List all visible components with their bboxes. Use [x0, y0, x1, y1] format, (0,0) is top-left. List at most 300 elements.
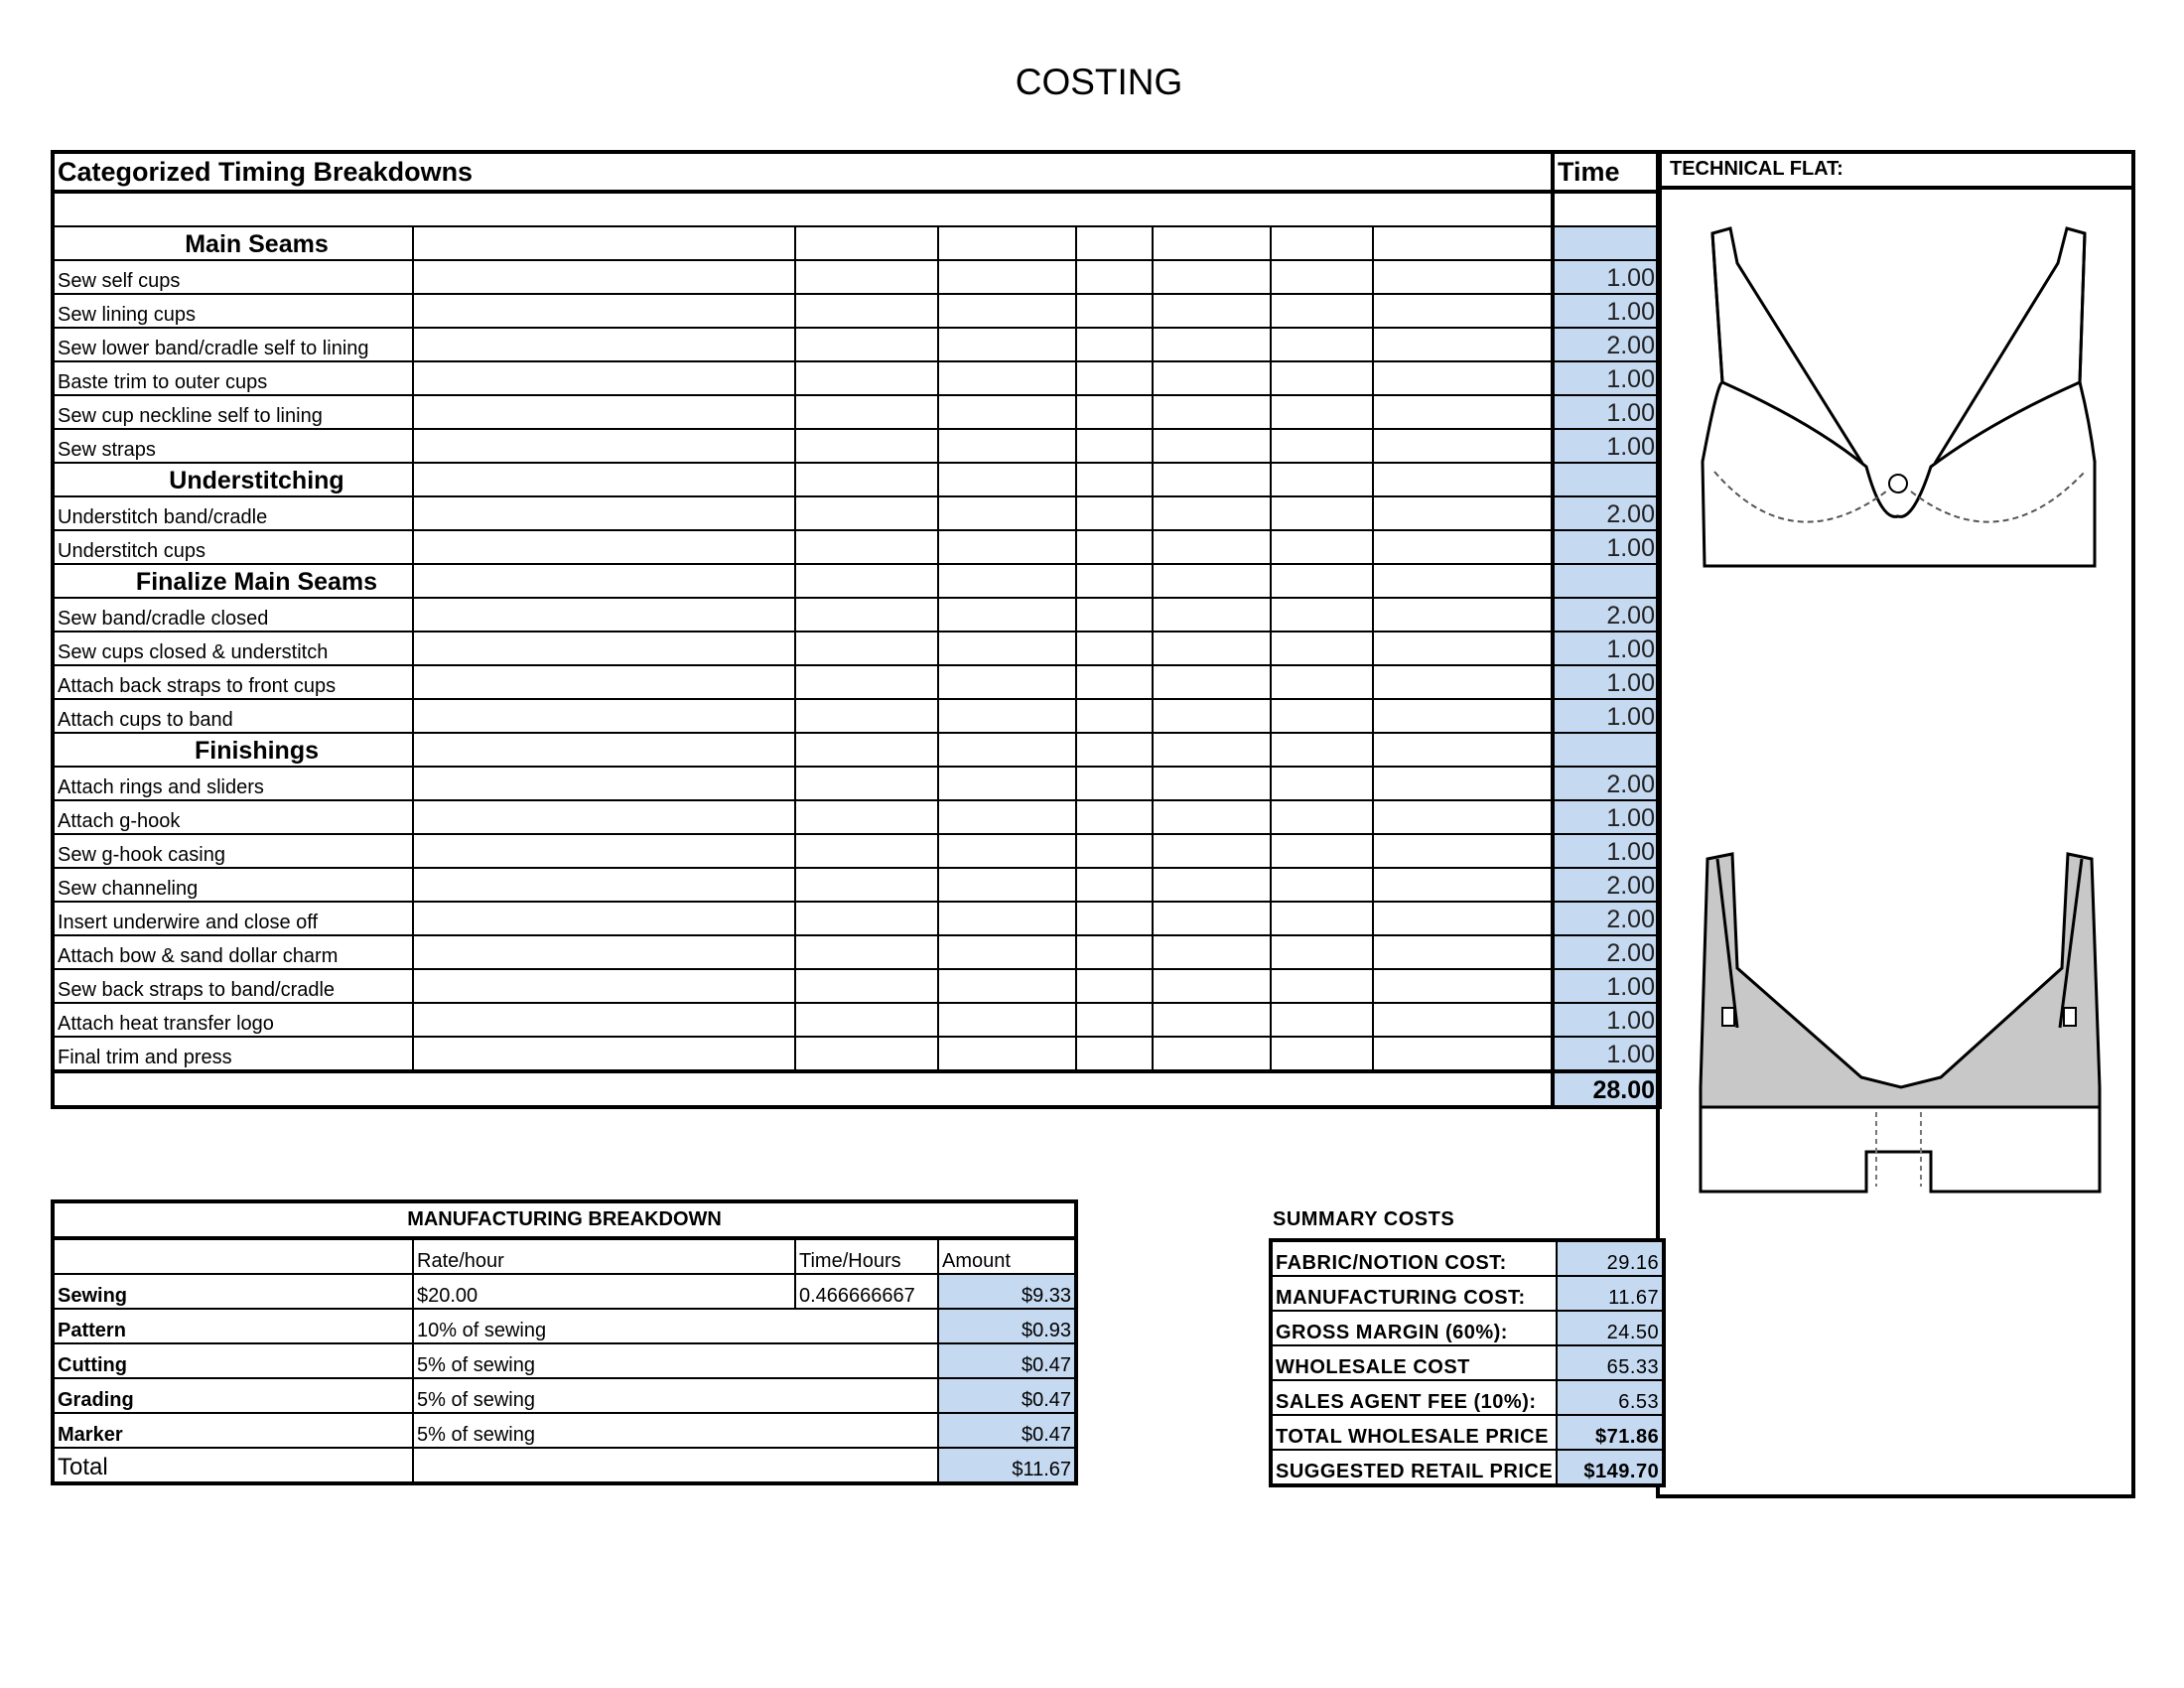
- time-value: 1.00: [1553, 260, 1660, 294]
- empty-cell: [1373, 226, 1553, 260]
- empty-cell: [1373, 260, 1553, 294]
- total-label: Total: [53, 1448, 413, 1483]
- empty-cell: [413, 260, 795, 294]
- table-row: [53, 1378, 1076, 1413]
- empty-cell: [795, 733, 938, 767]
- time-value: 1.00: [1553, 800, 1660, 834]
- section-heading: Main Seams: [53, 226, 413, 260]
- empty-cell: [938, 969, 1076, 1003]
- empty-cell: [795, 969, 938, 1003]
- empty-cell: [938, 564, 1076, 598]
- task-label: Sew g-hook casing: [53, 834, 413, 868]
- cost-label: Sewing: [53, 1274, 413, 1309]
- empty-cell: [795, 395, 938, 429]
- rate-value: 5% of sewing: [413, 1343, 938, 1378]
- section-row: [53, 564, 1660, 598]
- empty-cell: [1271, 1003, 1373, 1037]
- empty-cell: [938, 767, 1076, 800]
- empty-cell: [413, 632, 795, 665]
- empty-cell: [413, 530, 795, 564]
- empty-cell: [1271, 969, 1373, 1003]
- empty-cell: [413, 496, 795, 530]
- empty-cell: [413, 969, 795, 1003]
- empty-cell: [1373, 328, 1553, 361]
- rate-value: 5% of sewing: [413, 1378, 938, 1413]
- empty-cell: [1076, 767, 1153, 800]
- empty-cell: [795, 226, 938, 260]
- empty-cell: [938, 868, 1076, 902]
- empty-cell: [795, 530, 938, 564]
- table-row: [53, 1413, 1076, 1448]
- empty-cell: [1153, 834, 1271, 868]
- empty-cell: [1076, 226, 1153, 260]
- empty-cell: [413, 328, 795, 361]
- empty-cell: [1153, 598, 1271, 632]
- empty-cell: [1271, 733, 1373, 767]
- empty-cell: [1076, 699, 1153, 733]
- empty-cell: [938, 226, 1076, 260]
- task-label: Attach back straps to front cups: [53, 665, 413, 699]
- empty-cell: [1373, 463, 1553, 496]
- empty-cell: [1076, 564, 1153, 598]
- summary-value: 24.50: [1557, 1311, 1664, 1345]
- empty-cell: [1076, 260, 1153, 294]
- rate-value: 10% of sewing: [413, 1309, 938, 1343]
- empty-cell: [938, 935, 1076, 969]
- time-value: 2.00: [1553, 496, 1660, 530]
- empty-cell: [1076, 902, 1153, 935]
- task-label: Sew self cups: [53, 260, 413, 294]
- summary-value: 11.67: [1557, 1276, 1664, 1311]
- empty-cell: [1076, 294, 1153, 328]
- empty-cell: [1076, 1037, 1153, 1071]
- empty-cell: [795, 328, 938, 361]
- empty-cell: [413, 868, 795, 902]
- empty-cell: [1271, 1037, 1373, 1071]
- total-row: [53, 1071, 1660, 1107]
- empty-cell: [938, 1003, 1076, 1037]
- empty-cell: [1076, 733, 1153, 767]
- col-header: [53, 1238, 413, 1274]
- empty-cell: [1153, 1037, 1271, 1071]
- empty-cell: [413, 598, 795, 632]
- empty-cell: [1076, 834, 1153, 868]
- empty-cell: [795, 699, 938, 733]
- empty-cell: [1076, 361, 1153, 395]
- empty-cell: [938, 496, 1076, 530]
- table-row: [53, 1274, 1076, 1309]
- empty-cell: [1373, 361, 1553, 395]
- empty-cell: [938, 665, 1076, 699]
- time-value: 2.00: [1553, 868, 1660, 902]
- empty-cell: [1271, 294, 1373, 328]
- cost-label: Marker: [53, 1413, 413, 1448]
- empty-cell: [1271, 800, 1373, 834]
- empty-cell: [795, 294, 938, 328]
- empty-cell: [1153, 800, 1271, 834]
- empty-cell: [1271, 328, 1373, 361]
- task-label: Sew channeling: [53, 868, 413, 902]
- summary-value: 65.33: [1557, 1345, 1664, 1380]
- empty-cell: [1076, 598, 1153, 632]
- empty-cell: [1373, 294, 1553, 328]
- blank-row: [53, 192, 1553, 226]
- empty-cell: [1373, 868, 1553, 902]
- empty-cell: [795, 260, 938, 294]
- time-value: 1.00: [1553, 665, 1660, 699]
- task-label: Attach cups to band: [53, 699, 413, 733]
- empty-cell: [1373, 902, 1553, 935]
- empty-cell: [1373, 496, 1553, 530]
- empty-cell: [938, 1037, 1076, 1071]
- empty-cell: [1076, 496, 1153, 530]
- cost-label: Grading: [53, 1378, 413, 1413]
- task-label: Attach heat transfer logo: [53, 1003, 413, 1037]
- task-label: Sew cup neckline self to lining: [53, 395, 413, 429]
- empty-cell: [413, 699, 795, 733]
- empty-cell: [1153, 969, 1271, 1003]
- time-value: 2.00: [1553, 598, 1660, 632]
- empty-cell: [1153, 733, 1271, 767]
- table-row: [53, 1037, 1660, 1071]
- empty-cell: [1271, 767, 1373, 800]
- amount-value: $9.33: [938, 1274, 1076, 1309]
- empty-cell: [938, 632, 1076, 665]
- task-label: Sew band/cradle closed: [53, 598, 413, 632]
- empty-cell: [1373, 733, 1553, 767]
- empty-cell: [938, 834, 1076, 868]
- summary-value: $71.86: [1557, 1415, 1664, 1450]
- table-row: [53, 767, 1660, 800]
- empty-cell: [1271, 260, 1373, 294]
- table-row: [53, 902, 1660, 935]
- table-row: [53, 935, 1660, 969]
- empty-cell: [413, 665, 795, 699]
- summary-label: MANUFACTURING COST:: [1271, 1276, 1557, 1311]
- empty-cell: [1076, 463, 1153, 496]
- time-value: [1553, 733, 1660, 767]
- empty-cell: [413, 1037, 795, 1071]
- table-row: [53, 969, 1660, 1003]
- empty-cell: [795, 564, 938, 598]
- empty-cell: [1076, 1003, 1153, 1037]
- summary-title: SUMMARY COSTS: [1273, 1208, 1455, 1230]
- empty-cell: [938, 699, 1076, 733]
- empty-cell: [938, 361, 1076, 395]
- section-row: [53, 226, 1660, 260]
- manufacturing-title: MANUFACTURING BREAKDOWN: [53, 1201, 1076, 1238]
- empty-cell: [1271, 530, 1373, 564]
- time-value: 1.00: [1553, 361, 1660, 395]
- summary-costs-table: [1269, 1238, 1666, 1487]
- empty-cell: [795, 429, 938, 463]
- summary-label: FABRIC/NOTION COST:: [1271, 1240, 1557, 1276]
- empty-cell: [1271, 226, 1373, 260]
- empty-cell: [1373, 969, 1553, 1003]
- empty-cell: [1373, 1003, 1553, 1037]
- empty-cell: [1076, 429, 1153, 463]
- empty-cell: [1373, 598, 1553, 632]
- summary-label: WHOLESALE COST: [1271, 1345, 1557, 1380]
- summary-label: SUGGESTED RETAIL PRICE: [1271, 1450, 1557, 1485]
- empty-cell: [1153, 530, 1271, 564]
- hours-value: 0.466666667: [795, 1274, 938, 1309]
- total-time: 28.00: [1553, 1071, 1660, 1107]
- empty-cell: [1271, 665, 1373, 699]
- time-value: 2.00: [1553, 902, 1660, 935]
- time-value: 1.00: [1553, 834, 1660, 868]
- empty-cell: [938, 260, 1076, 294]
- empty-cell: [1271, 632, 1373, 665]
- empty-cell: [413, 733, 795, 767]
- empty-cell: [1076, 632, 1153, 665]
- empty-cell: [795, 902, 938, 935]
- summary-value: $149.70: [1557, 1450, 1664, 1485]
- table-row: [53, 665, 1660, 699]
- empty-cell: [1373, 665, 1553, 699]
- time-value: 1.00: [1553, 429, 1660, 463]
- empty-cell: [413, 463, 795, 496]
- empty-cell: [938, 530, 1076, 564]
- empty-cell: [795, 1037, 938, 1071]
- empty-cell: [413, 800, 795, 834]
- empty-cell: [1153, 226, 1271, 260]
- time-value: 1.00: [1553, 1037, 1660, 1071]
- empty-cell: [1373, 632, 1553, 665]
- empty-cell: [1153, 1003, 1271, 1037]
- time-value: [1553, 564, 1660, 598]
- cost-label: Pattern: [53, 1309, 413, 1343]
- rate-value: 5% of sewing: [413, 1413, 938, 1448]
- time-value: 1.00: [1553, 969, 1660, 1003]
- empty-cell: [795, 632, 938, 665]
- total-row: [53, 1448, 1076, 1483]
- table-row: [53, 632, 1660, 665]
- table-row: [53, 1309, 1076, 1343]
- empty-cell: [1271, 564, 1373, 598]
- summary-row: [1271, 1276, 1664, 1311]
- empty-cell: [1076, 800, 1153, 834]
- empty-cell: [795, 361, 938, 395]
- empty-cell: [1271, 429, 1373, 463]
- time-value: [1553, 463, 1660, 496]
- summary-row: [1271, 1240, 1664, 1276]
- table-row: [53, 328, 1660, 361]
- empty-cell: [1153, 699, 1271, 733]
- empty-cell: [1373, 834, 1553, 868]
- section-row: [53, 733, 1660, 767]
- empty-cell: [413, 429, 795, 463]
- manufacturing-breakdown-table: [51, 1199, 1078, 1485]
- empty-cell: [1271, 935, 1373, 969]
- empty-cell: [1153, 767, 1271, 800]
- table-row: [53, 429, 1660, 463]
- empty-cell: [938, 598, 1076, 632]
- task-label: Sew cups closed & understitch: [53, 632, 413, 665]
- time-value: 2.00: [1553, 935, 1660, 969]
- empty-cell: [413, 226, 795, 260]
- empty-cell: [413, 902, 795, 935]
- empty-cell: [1271, 902, 1373, 935]
- summary-row: [1271, 1380, 1664, 1415]
- time-value: 2.00: [1553, 328, 1660, 361]
- time-value: 1.00: [1553, 530, 1660, 564]
- table-row: [53, 800, 1660, 834]
- table-row: [53, 260, 1660, 294]
- empty-cell: [795, 598, 938, 632]
- table-row: [53, 598, 1660, 632]
- amount-value: $0.47: [938, 1343, 1076, 1378]
- time-value: [1553, 226, 1660, 260]
- empty-cell: [1153, 902, 1271, 935]
- table-row: [53, 699, 1660, 733]
- empty-cell: [1271, 361, 1373, 395]
- empty-cell: [1373, 767, 1553, 800]
- empty-cell: [1153, 294, 1271, 328]
- task-label: Attach rings and sliders: [53, 767, 413, 800]
- amount-value: $0.93: [938, 1309, 1076, 1343]
- section-heading: Finalize Main Seams: [53, 564, 413, 598]
- empty-cell: [795, 868, 938, 902]
- table-row: [53, 1343, 1076, 1378]
- cost-label: Cutting: [53, 1343, 413, 1378]
- task-label: Final trim and press: [53, 1037, 413, 1071]
- table-row: [53, 834, 1660, 868]
- task-label: Sew lower band/cradle self to lining: [53, 328, 413, 361]
- empty-cell: [1373, 429, 1553, 463]
- summary-row: [1271, 1311, 1664, 1345]
- summary-label: TOTAL WHOLESALE PRICE: [1271, 1415, 1557, 1450]
- empty-cell: [1271, 395, 1373, 429]
- empty-cell: [413, 1003, 795, 1037]
- time-value: 1.00: [1553, 632, 1660, 665]
- empty-cell: [1153, 496, 1271, 530]
- empty-cell: [1373, 1037, 1553, 1071]
- empty-cell: [1153, 260, 1271, 294]
- summary-label: GROSS MARGIN (60%):: [1271, 1311, 1557, 1345]
- empty-cell: [795, 496, 938, 530]
- summary-row: [1271, 1450, 1664, 1485]
- section-heading: Finishings: [53, 733, 413, 767]
- page-title: COSTING: [1015, 62, 1183, 102]
- summary-value: 6.53: [1557, 1380, 1664, 1415]
- empty-cell: [1076, 935, 1153, 969]
- total-amount: $11.67: [938, 1448, 1076, 1483]
- bra-front-drawing: [1693, 223, 2110, 576]
- task-label: Sew back straps to band/cradle: [53, 969, 413, 1003]
- empty-cell: [938, 733, 1076, 767]
- empty-cell: [413, 564, 795, 598]
- empty-cell: [1153, 665, 1271, 699]
- empty-cell: [1271, 699, 1373, 733]
- empty-cell: [1153, 632, 1271, 665]
- empty-cell: [938, 463, 1076, 496]
- empty-cell: [1076, 969, 1153, 1003]
- empty-cell: [1373, 935, 1553, 969]
- timing-breakdown-table: [51, 150, 1662, 1109]
- empty-cell: [413, 834, 795, 868]
- empty-cell: [795, 767, 938, 800]
- empty-cell: [1373, 395, 1553, 429]
- table-row: [53, 1003, 1660, 1037]
- empty-cell: [413, 361, 795, 395]
- section-row: [53, 463, 1660, 496]
- summary-value: 29.16: [1557, 1240, 1664, 1276]
- rate-value: $20.00: [413, 1274, 795, 1309]
- section-heading: Understitching: [53, 463, 413, 496]
- table-row: [53, 395, 1660, 429]
- task-label: Baste trim to outer cups: [53, 361, 413, 395]
- empty-cell: [413, 1448, 938, 1483]
- empty-cell: [413, 395, 795, 429]
- empty-cell: [938, 395, 1076, 429]
- empty-cell: [938, 429, 1076, 463]
- empty-cell: [1373, 800, 1553, 834]
- empty-cell: [1271, 834, 1373, 868]
- empty-cell: [1153, 328, 1271, 361]
- col-header-hours: Time/Hours: [795, 1238, 938, 1274]
- empty-cell: [795, 463, 938, 496]
- empty-cell: [795, 834, 938, 868]
- empty-cell: [1271, 496, 1373, 530]
- table-row: [53, 361, 1660, 395]
- table-row: [53, 294, 1660, 328]
- summary-row: [1271, 1345, 1664, 1380]
- task-label: Sew lining cups: [53, 294, 413, 328]
- empty-cell: [1076, 328, 1153, 361]
- empty-cell: [795, 800, 938, 834]
- timing-header: Categorized Timing Breakdowns: [53, 152, 1553, 192]
- time-value: 2.00: [1553, 767, 1660, 800]
- empty-cell: [1153, 429, 1271, 463]
- empty-cell: [1271, 598, 1373, 632]
- empty-cell: [938, 902, 1076, 935]
- empty-cell: [1153, 564, 1271, 598]
- empty-cell: [413, 935, 795, 969]
- technical-flat-label: TECHNICAL FLAT:: [1660, 154, 2131, 190]
- empty-cell: [1076, 395, 1153, 429]
- empty-cell: [938, 328, 1076, 361]
- amount-value: $0.47: [938, 1413, 1076, 1448]
- time-value: 1.00: [1553, 294, 1660, 328]
- empty-cell: [795, 665, 938, 699]
- time-header: Time: [1553, 152, 1660, 192]
- task-label: Attach bow & sand dollar charm: [53, 935, 413, 969]
- empty-cell: [1076, 868, 1153, 902]
- empty-cell: [1076, 530, 1153, 564]
- task-label: Sew straps: [53, 429, 413, 463]
- empty-cell: [938, 800, 1076, 834]
- empty-cell: [795, 935, 938, 969]
- task-label: Insert underwire and close off: [53, 902, 413, 935]
- amount-value: $0.47: [938, 1378, 1076, 1413]
- empty-cell: [1153, 868, 1271, 902]
- empty-cell: [1373, 564, 1553, 598]
- empty-cell: [1076, 665, 1153, 699]
- empty-cell: [1153, 935, 1271, 969]
- empty-cell: [413, 767, 795, 800]
- summary-row: [1271, 1415, 1664, 1450]
- empty-cell: [1153, 361, 1271, 395]
- empty-cell: [53, 1071, 1553, 1107]
- empty-cell: [1153, 463, 1271, 496]
- task-label: Attach g-hook: [53, 800, 413, 834]
- empty-cell: [413, 294, 795, 328]
- table-row: [53, 496, 1660, 530]
- table-row: [53, 530, 1660, 564]
- empty-cell: [795, 1003, 938, 1037]
- task-label: Understitch band/cradle: [53, 496, 413, 530]
